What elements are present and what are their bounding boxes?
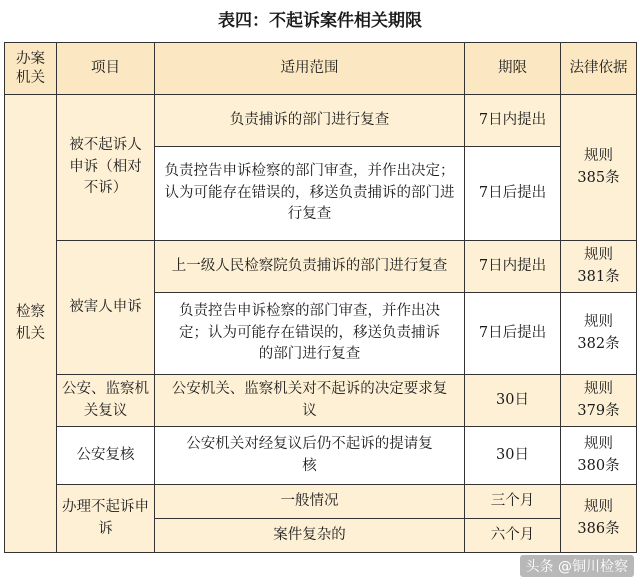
table-row [5, 427, 637, 485]
project-cell: 被不起诉人申诉（相对不诉） [57, 95, 155, 241]
table-row [5, 241, 637, 293]
period-cell: 7日后提出 [465, 293, 561, 375]
period-cell: 六个月 [465, 519, 561, 553]
deadline-table [4, 42, 637, 553]
project-cell: 办理不起诉申诉 [57, 485, 155, 553]
scope-cell: 负责控告申诉检察的部门审查，并作出决定；认为可能存在错误的，移送负责捕诉的部门进行复查 [155, 293, 465, 375]
table-row [5, 95, 637, 147]
header-period: 期限 [465, 43, 561, 95]
period-cell: 三个月 [465, 485, 561, 519]
table-row [5, 375, 637, 427]
basis-cell: 规则382条 [561, 293, 637, 375]
header-project: 项目 [57, 43, 155, 95]
period-cell: 7日后提出 [465, 147, 561, 241]
period-cell: 7日内提出 [465, 95, 561, 147]
project-cell: 公安复核 [57, 427, 155, 485]
basis-cell: 规则379条 [561, 375, 637, 427]
basis-cell: 规则385条 [561, 95, 637, 241]
scope-cell: 公安机关、监察机关对不起诉的决定要求复议 [155, 375, 465, 427]
watermark-label: 头条 @铜川检察 [520, 555, 634, 577]
basis-cell: 规则380条 [561, 427, 637, 485]
scope-cell: 一般情况 [155, 485, 465, 519]
scope-cell: 上一级人民检察院负责捕诉的部门进行复查 [155, 241, 465, 293]
basis-cell: 规则386条 [561, 485, 637, 553]
header-agency: 办案机关 [5, 43, 57, 95]
header-row [5, 43, 637, 95]
header-basis: 法律依据 [561, 43, 637, 95]
period-cell: 30日 [465, 375, 561, 427]
period-cell: 30日 [465, 427, 561, 485]
header-scope: 适用范围 [155, 43, 465, 95]
basis-cell: 规则381条 [561, 241, 637, 293]
project-cell: 公安、监察机关复议 [57, 375, 155, 427]
scope-cell: 公安机关对经复议后仍不起诉的提请复核 [155, 427, 465, 485]
period-cell: 7日内提出 [465, 241, 561, 293]
scope-cell: 负责捕诉的部门进行复查 [155, 95, 465, 147]
agency-cell: 检察机关 [5, 95, 57, 553]
table-row [5, 485, 637, 519]
project-cell: 被害人申诉 [57, 241, 155, 375]
scope-cell: 案件复杂的 [155, 519, 465, 553]
scope-cell: 负责控告申诉检察的部门审查，并作出决定；认为可能存在错误的，移送负责捕诉的部门进行复查 [155, 147, 465, 241]
table-title: 表四：不起诉案件相关期限 [218, 11, 422, 31]
